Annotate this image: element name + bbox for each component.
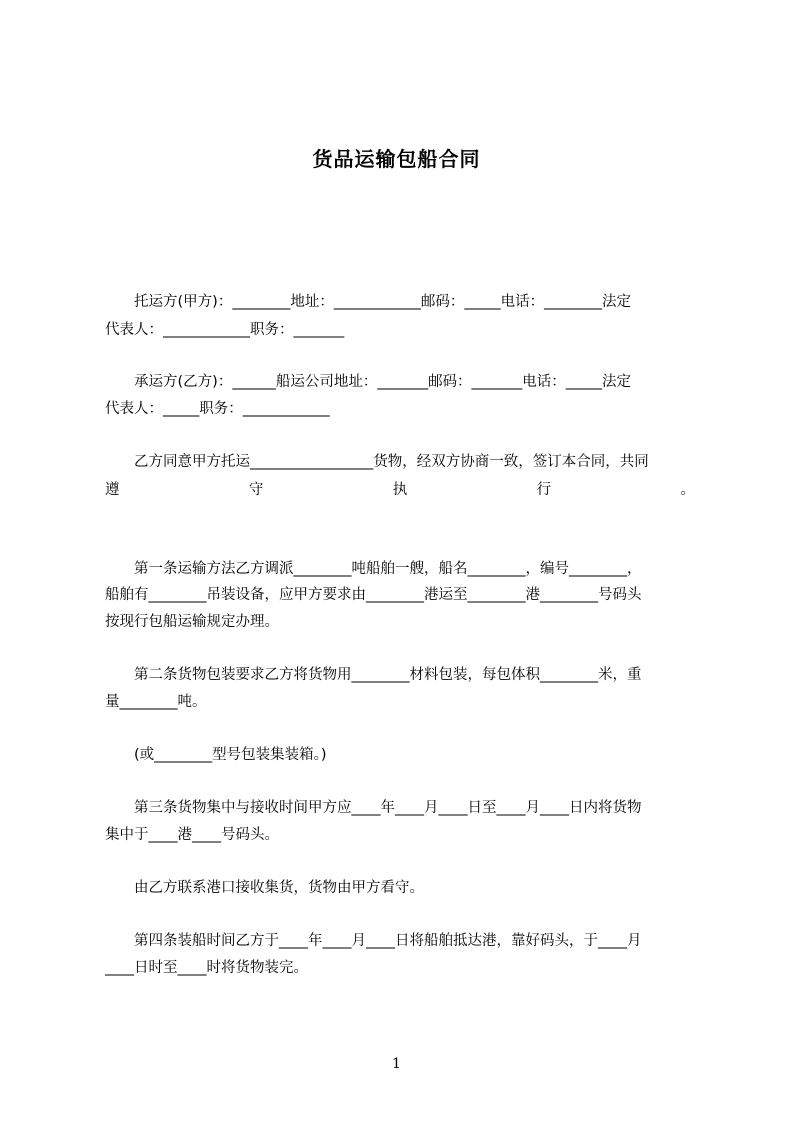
party-b-line-2: 代表人：_____职务：____________	[105, 401, 330, 417]
agreement-line-2	[105, 480, 695, 500]
agreement-word: 。	[680, 482, 695, 498]
article-1-line-3: 按现行包船运输规定办理。	[105, 614, 279, 630]
agreement-word: 遵	[105, 482, 120, 498]
article-3-line-1: 第三条货物集中与接收时间甲方应____年____月____日至____月____日内将货物	[105, 800, 642, 816]
agreement-word: 守	[248, 482, 264, 498]
article-3-line-2: 集中于____港____号码头。	[105, 827, 279, 843]
article-2-line-1: 第二条货物包装要求乙方将货物用________材料包装，每包体积________米，重	[105, 667, 642, 683]
article-2-note: (或________型号包装集装箱。)	[105, 747, 327, 763]
contract-title: 货品运输包船合同	[312, 147, 481, 171]
article-2-line-2: 量________吨。	[105, 694, 207, 710]
agreement-word: 行	[536, 482, 552, 498]
party-a-line-2: 代表人：____________职务：_______	[105, 322, 345, 338]
page-number: 1	[392, 1056, 401, 1072]
article-1-line-2: 船舶有________吊装设备，应甲方要求由________港运至________港________号码头	[105, 587, 642, 603]
agreement-word: 执	[392, 482, 408, 498]
article-4-line-1: 第四条装船时间乙方于____年____月____日将船舶抵达港，靠好码头，于____月	[105, 933, 642, 949]
article-3-note: 由乙方联系港口接收集货，货物由甲方看守。	[105, 880, 424, 896]
party-a-line-1: 托运方(甲方)：________地址：____________邮码：_____电话：________法定	[105, 294, 632, 310]
agreement-line-1: 乙方同意甲方托运_________________货物，经双方协商一致，签订本合同，共同	[105, 454, 649, 470]
article-1-line-1: 第一条运输方法乙方调派________吨船舶一艘，船名________，编号________，	[105, 561, 642, 577]
article-4-line-2: ____日时至____时将货物装完。	[105, 960, 308, 976]
party-b-line-1: 承运方(乙方)：______船运公司地址：_______邮码：_______电话：_____法定	[105, 374, 632, 390]
